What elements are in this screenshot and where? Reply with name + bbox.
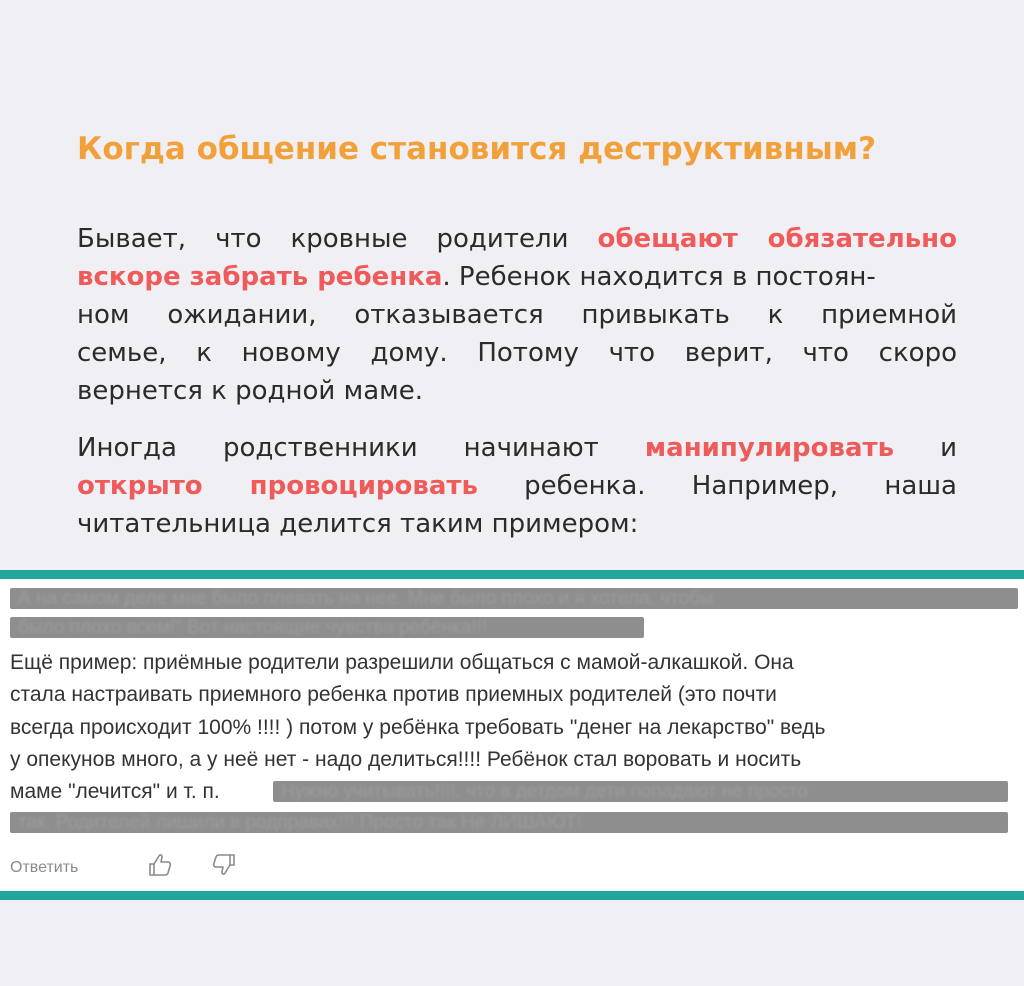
redacted-content: так. Родителей лишили в родправах!!! Просто так Не ЛИШАЮТ! (18, 812, 582, 833)
redacted-text (273, 781, 1008, 802)
text-span: Иногда родственники начинают (77, 433, 645, 463)
text-span: . Ребенок находится в постоян- (442, 262, 876, 292)
paragraph-line (77, 467, 957, 505)
highlight-manipulate: манипулировать (644, 433, 895, 463)
redacted-text (10, 588, 1018, 609)
reply-button[interactable]: Ответить (10, 859, 79, 876)
paragraph-promise (77, 220, 957, 410)
paragraph-line (77, 429, 957, 467)
divider-band-bottom (0, 891, 1024, 900)
thumbs-up-icon[interactable] (146, 851, 174, 879)
highlight-take-child: вскоре забрать ребенка (77, 262, 443, 292)
redacted-text (10, 617, 644, 638)
comment-line: всегда происходит 100% !!!! ) потом у ребёнка требовать "денег на лекарство" ведь (10, 716, 826, 739)
highlight-provoke: открыто провоцировать (77, 471, 478, 501)
divider-band-top (0, 570, 1024, 579)
highlight-promise: обещают обязательно (597, 224, 958, 254)
paragraph-line (77, 220, 957, 258)
comment-line: Ещё пример: приёмные родители разрешили общаться с мамой-алкашкой. Она (10, 651, 794, 674)
page-heading: Когда общение становится деструктивным? (77, 131, 877, 167)
text-span: ребенка. Например, наша (477, 471, 957, 501)
paragraph-line: ном ожидании, отказывается привыкать к приемной (77, 300, 957, 330)
redacted-text (10, 812, 1008, 833)
comment-screenshot (0, 579, 1024, 891)
paragraph-line: вернется к родной маме. (77, 376, 424, 406)
comment-line: стала настраивать приемного ребенка против приемных родителей (это почти (10, 683, 777, 706)
paragraph-line: семье, к новому дому. Потому что верит, что скоро (77, 338, 957, 368)
paragraph-manipulation (77, 429, 957, 543)
paragraph-line (77, 258, 957, 296)
comment-line: у опекунов много, а у неё нет - надо делиться!!!! Ребёнок стал воровать и носить (10, 748, 802, 771)
thumbs-down-icon[interactable] (210, 851, 238, 879)
text-span: Бывает, что кровные родители (77, 224, 598, 254)
redacted-content: Нужно учитывать!!!!, что в детдом дети попадают не просто (281, 781, 808, 802)
redacted-content: было плохо всем!" Вот настоящие чувства ребёнка!!! (18, 617, 488, 638)
comment-line: маме "лечится" и т. п. (10, 780, 220, 803)
redacted-content: А на самом деле мне было плевать на нее. Мне было плохо и я хотела, чтобы (18, 588, 714, 609)
text-span: и (894, 433, 957, 463)
paragraph-line: читательница делится таким примером: (77, 509, 639, 539)
